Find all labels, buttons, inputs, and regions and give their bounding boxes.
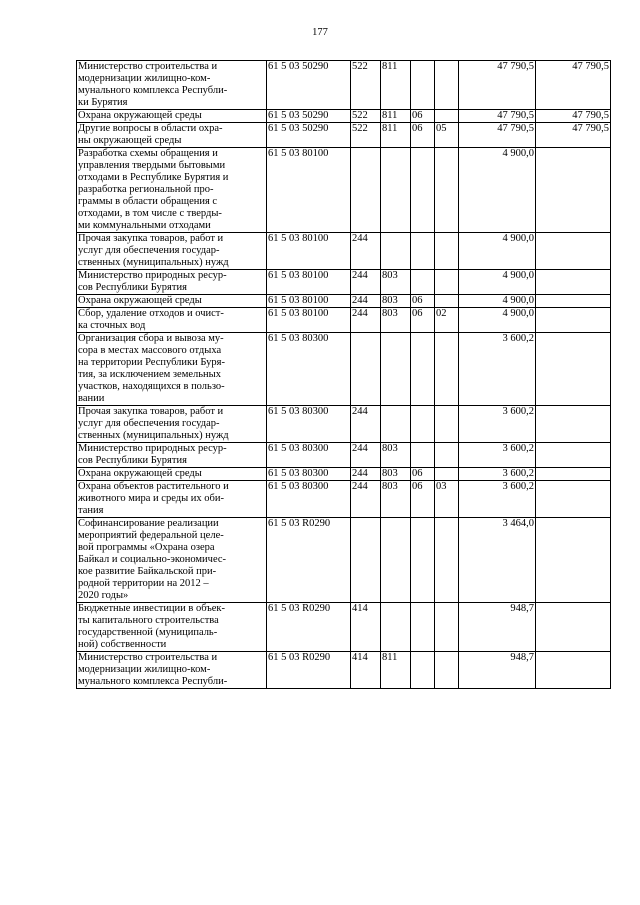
- expense-type-code: [351, 333, 381, 406]
- administrator-code: 803: [381, 468, 411, 481]
- amount-federal: [536, 148, 611, 233]
- target-article-code: 61 5 03 80100: [267, 270, 351, 295]
- row-name: [77, 233, 267, 270]
- section-code: [411, 333, 435, 406]
- subsection-code: [435, 333, 459, 406]
- row-name-line: Министерство строительства и: [78, 61, 218, 72]
- row-name-line: животного мира и среды их оби-: [78, 493, 224, 504]
- expense-type-code: [351, 518, 381, 603]
- target-article-code: 61 5 03 80100: [267, 295, 351, 308]
- section-code: [411, 518, 435, 603]
- amount-federal: [536, 481, 611, 518]
- section-code: [411, 443, 435, 468]
- table-row: [77, 61, 611, 110]
- table-row: [77, 518, 611, 603]
- administrator-code: [381, 233, 411, 270]
- subsection-code: [435, 233, 459, 270]
- amount-federal: [536, 518, 611, 603]
- row-name-line: сов Республики Бурятия: [78, 282, 187, 293]
- subsection-code: 02: [435, 308, 459, 333]
- row-name: [77, 308, 267, 333]
- table-row: [77, 406, 611, 443]
- subsection-code: [435, 518, 459, 603]
- row-name-line: разработка региональной про-: [78, 184, 214, 195]
- row-name: [77, 333, 267, 406]
- amount-federal: [536, 652, 611, 689]
- row-name-line: вании: [78, 393, 105, 404]
- amount-federal: 47 790,5: [536, 123, 611, 148]
- amount-federal: [536, 333, 611, 406]
- expense-type-code: 244: [351, 468, 381, 481]
- row-name: [77, 61, 267, 110]
- administrator-code: 803: [381, 481, 411, 518]
- administrator-code: [381, 406, 411, 443]
- row-name: [77, 148, 267, 233]
- amount-federal: [536, 406, 611, 443]
- expense-type-code: 522: [351, 61, 381, 110]
- amount-total: 3 600,2: [459, 443, 536, 468]
- row-name-line: тия, за исключением земельных: [78, 369, 221, 380]
- administrator-code: 811: [381, 61, 411, 110]
- section-code: [411, 233, 435, 270]
- row-name-line: ки Бурятия: [78, 97, 128, 108]
- expense-type-code: 244: [351, 481, 381, 518]
- row-name-line: Бюджетные инвестиции в объек-: [78, 603, 226, 614]
- table-row: [77, 295, 611, 308]
- amount-federal: [536, 308, 611, 333]
- target-article-code: 61 5 03 80300: [267, 333, 351, 406]
- row-name-line: мунального комплекса Республи-: [78, 676, 228, 687]
- row-name-line: управления твердыми бытовыми: [78, 160, 226, 171]
- amount-total: 47 790,5: [459, 110, 536, 123]
- target-article-code: 61 5 03 R0290: [267, 652, 351, 689]
- row-name: [77, 481, 267, 518]
- row-name-line: Другие вопросы в области охра-: [78, 123, 223, 134]
- row-name: [77, 443, 267, 468]
- amount-total: 3 464,0: [459, 518, 536, 603]
- row-name-line: Разработка схемы обращения и: [78, 148, 218, 159]
- table-row: [77, 652, 611, 689]
- row-name-line: Министерство природных ресур-: [78, 443, 227, 454]
- target-article-code: 61 5 03 80300: [267, 443, 351, 468]
- target-article-code: 61 5 03 80100: [267, 233, 351, 270]
- target-article-code: 61 5 03 50290: [267, 61, 351, 110]
- subsection-code: [435, 406, 459, 443]
- table-row: [77, 308, 611, 333]
- row-name-line: ственных (муниципальных) нужд: [78, 257, 229, 268]
- section-code: [411, 61, 435, 110]
- amount-federal: 47 790,5: [536, 110, 611, 123]
- row-name-line: Софинансирование реализации: [78, 518, 219, 529]
- row-name-line: мероприятий федеральной целе-: [78, 530, 224, 541]
- administrator-code: 803: [381, 270, 411, 295]
- amount-federal: [536, 295, 611, 308]
- row-name-line: ка сточных вод: [78, 320, 146, 331]
- expense-type-code: 244: [351, 308, 381, 333]
- target-article-code: 61 5 03 80300: [267, 481, 351, 518]
- amount-federal: [536, 270, 611, 295]
- administrator-code: 803: [381, 295, 411, 308]
- administrator-code: 811: [381, 110, 411, 123]
- target-article-code: 61 5 03 80100: [267, 308, 351, 333]
- amount-federal: [536, 443, 611, 468]
- amount-total: 948,7: [459, 652, 536, 689]
- row-name-line: государственной (муниципаль-: [78, 627, 218, 638]
- table-row: [77, 110, 611, 123]
- amount-total: 47 790,5: [459, 61, 536, 110]
- table-body: [77, 61, 611, 689]
- subsection-code: [435, 468, 459, 481]
- row-name: [77, 406, 267, 443]
- row-name-line: отходами, в том числе с тверды-: [78, 208, 222, 219]
- section-code: 06: [411, 110, 435, 123]
- administrator-code: [381, 333, 411, 406]
- row-name: [77, 603, 267, 652]
- target-article-code: 61 5 03 80100: [267, 148, 351, 233]
- row-name-line: модернизации жилищно-ком-: [78, 73, 211, 84]
- row-name: [77, 652, 267, 689]
- row-name-line: ми коммунальными отходами: [78, 220, 211, 231]
- row-name-line: Охрана объектов растительного и: [78, 481, 229, 492]
- expense-type-code: 244: [351, 295, 381, 308]
- row-name: [77, 110, 267, 123]
- section-code: 06: [411, 481, 435, 518]
- target-article-code: 61 5 03 50290: [267, 110, 351, 123]
- row-name: [77, 468, 267, 481]
- amount-total: 4 900,0: [459, 270, 536, 295]
- row-name-line: модернизации жилищно-ком-: [78, 664, 211, 675]
- section-code: [411, 148, 435, 233]
- amount-total: 4 900,0: [459, 148, 536, 233]
- row-name-line: участков, находящихся в пользо-: [78, 381, 225, 392]
- row-name-line: кое развитие Байкальской при-: [78, 566, 217, 577]
- section-code: [411, 270, 435, 295]
- target-article-code: 61 5 03 80300: [267, 468, 351, 481]
- table-row: [77, 443, 611, 468]
- row-name-line: Министерство строительства и: [78, 652, 218, 663]
- row-name-line: ственных (муниципальных) нужд: [78, 430, 229, 441]
- section-code: 06: [411, 123, 435, 148]
- section-code: [411, 603, 435, 652]
- administrator-code: 803: [381, 308, 411, 333]
- target-article-code: 61 5 03 R0290: [267, 603, 351, 652]
- target-article-code: 61 5 03 50290: [267, 123, 351, 148]
- expense-type-code: 244: [351, 270, 381, 295]
- table-row: [77, 233, 611, 270]
- amount-federal: [536, 468, 611, 481]
- section-code: [411, 406, 435, 443]
- amount-total: 4 900,0: [459, 295, 536, 308]
- target-article-code: 61 5 03 80300: [267, 406, 351, 443]
- table-row: [77, 148, 611, 233]
- amount-total: 948,7: [459, 603, 536, 652]
- subsection-code: [435, 148, 459, 233]
- row-name-line: сов Республики Бурятия: [78, 455, 187, 466]
- section-code: 06: [411, 468, 435, 481]
- subsection-code: [435, 652, 459, 689]
- expense-type-code: 522: [351, 110, 381, 123]
- row-name: [77, 518, 267, 603]
- row-name-line: отходами в Республике Бурятия и: [78, 172, 229, 183]
- row-name-line: родной территории на 2012 –: [78, 578, 209, 589]
- row-name-line: сора в местах массового отдыха: [78, 345, 222, 356]
- section-code: 06: [411, 295, 435, 308]
- row-name-line: ты капитального строительства: [78, 615, 219, 626]
- row-name-line: граммы в области обращения с: [78, 196, 218, 207]
- row-name-line: Организация сбора и вывоза му-: [78, 333, 224, 344]
- row-name-line: 2020 годы»: [78, 590, 129, 601]
- expense-type-code: 522: [351, 123, 381, 148]
- row-name-line: ной) собственности: [78, 639, 167, 650]
- amount-total: 4 900,0: [459, 308, 536, 333]
- expense-type-code: [351, 148, 381, 233]
- budget-table: [76, 60, 611, 689]
- table-row: [77, 123, 611, 148]
- table-row: [77, 468, 611, 481]
- amount-total: 3 600,2: [459, 481, 536, 518]
- amount-total: 4 900,0: [459, 233, 536, 270]
- subsection-code: [435, 110, 459, 123]
- subsection-code: [435, 61, 459, 110]
- administrator-code: 811: [381, 652, 411, 689]
- table-row: [77, 333, 611, 406]
- administrator-code: [381, 603, 411, 652]
- expense-type-code: 414: [351, 652, 381, 689]
- subsection-code: [435, 270, 459, 295]
- subsection-code: [435, 603, 459, 652]
- section-code: 06: [411, 308, 435, 333]
- page-number: 177: [312, 27, 328, 38]
- administrator-code: 803: [381, 443, 411, 468]
- table-row: [77, 603, 611, 652]
- subsection-code: [435, 443, 459, 468]
- row-name-line: мунального комплекса Республи-: [78, 85, 228, 96]
- amount-federal: [536, 603, 611, 652]
- subsection-code: 03: [435, 481, 459, 518]
- row-name: [77, 295, 267, 308]
- target-article-code: 61 5 03 R0290: [267, 518, 351, 603]
- amount-federal: [536, 233, 611, 270]
- row-name-line: на территории Республики Буря-: [78, 357, 225, 368]
- administrator-code: [381, 148, 411, 233]
- row-name-line: вой программы «Охрана озера: [78, 542, 215, 553]
- expense-type-code: 244: [351, 443, 381, 468]
- row-name-line: Сбор, удаление отходов и очист-: [78, 308, 224, 319]
- subsection-code: 05: [435, 123, 459, 148]
- row-name-line: ны окружающей среды: [78, 135, 182, 146]
- administrator-code: 811: [381, 123, 411, 148]
- row-name: [77, 270, 267, 295]
- amount-total: 3 600,2: [459, 406, 536, 443]
- row-name-line: Охрана окружающей среды: [78, 468, 202, 479]
- row-name-line: Охрана окружающей среды: [78, 110, 202, 121]
- row-name-line: Охрана окружающей среды: [78, 295, 202, 306]
- row-name-line: услуг для обеспечения государ-: [78, 245, 220, 256]
- amount-federal: 47 790,5: [536, 61, 611, 110]
- amount-total: 3 600,2: [459, 333, 536, 406]
- row-name-line: Прочая закупка товаров, работ и: [78, 406, 224, 417]
- row-name-line: Прочая закупка товаров, работ и: [78, 233, 224, 244]
- expense-type-code: 244: [351, 233, 381, 270]
- row-name-line: Байкал и социально-экономичес-: [78, 554, 227, 565]
- expense-type-code: 244: [351, 406, 381, 443]
- subsection-code: [435, 295, 459, 308]
- amount-total: 3 600,2: [459, 468, 536, 481]
- row-name: [77, 123, 267, 148]
- administrator-code: [381, 518, 411, 603]
- amount-total: 47 790,5: [459, 123, 536, 148]
- table-row: [77, 481, 611, 518]
- row-name-line: услуг для обеспечения государ-: [78, 418, 220, 429]
- table-row: [77, 270, 611, 295]
- section-code: [411, 652, 435, 689]
- row-name-line: тания: [78, 505, 104, 516]
- expense-type-code: 414: [351, 603, 381, 652]
- row-name-line: Министерство природных ресур-: [78, 270, 227, 281]
